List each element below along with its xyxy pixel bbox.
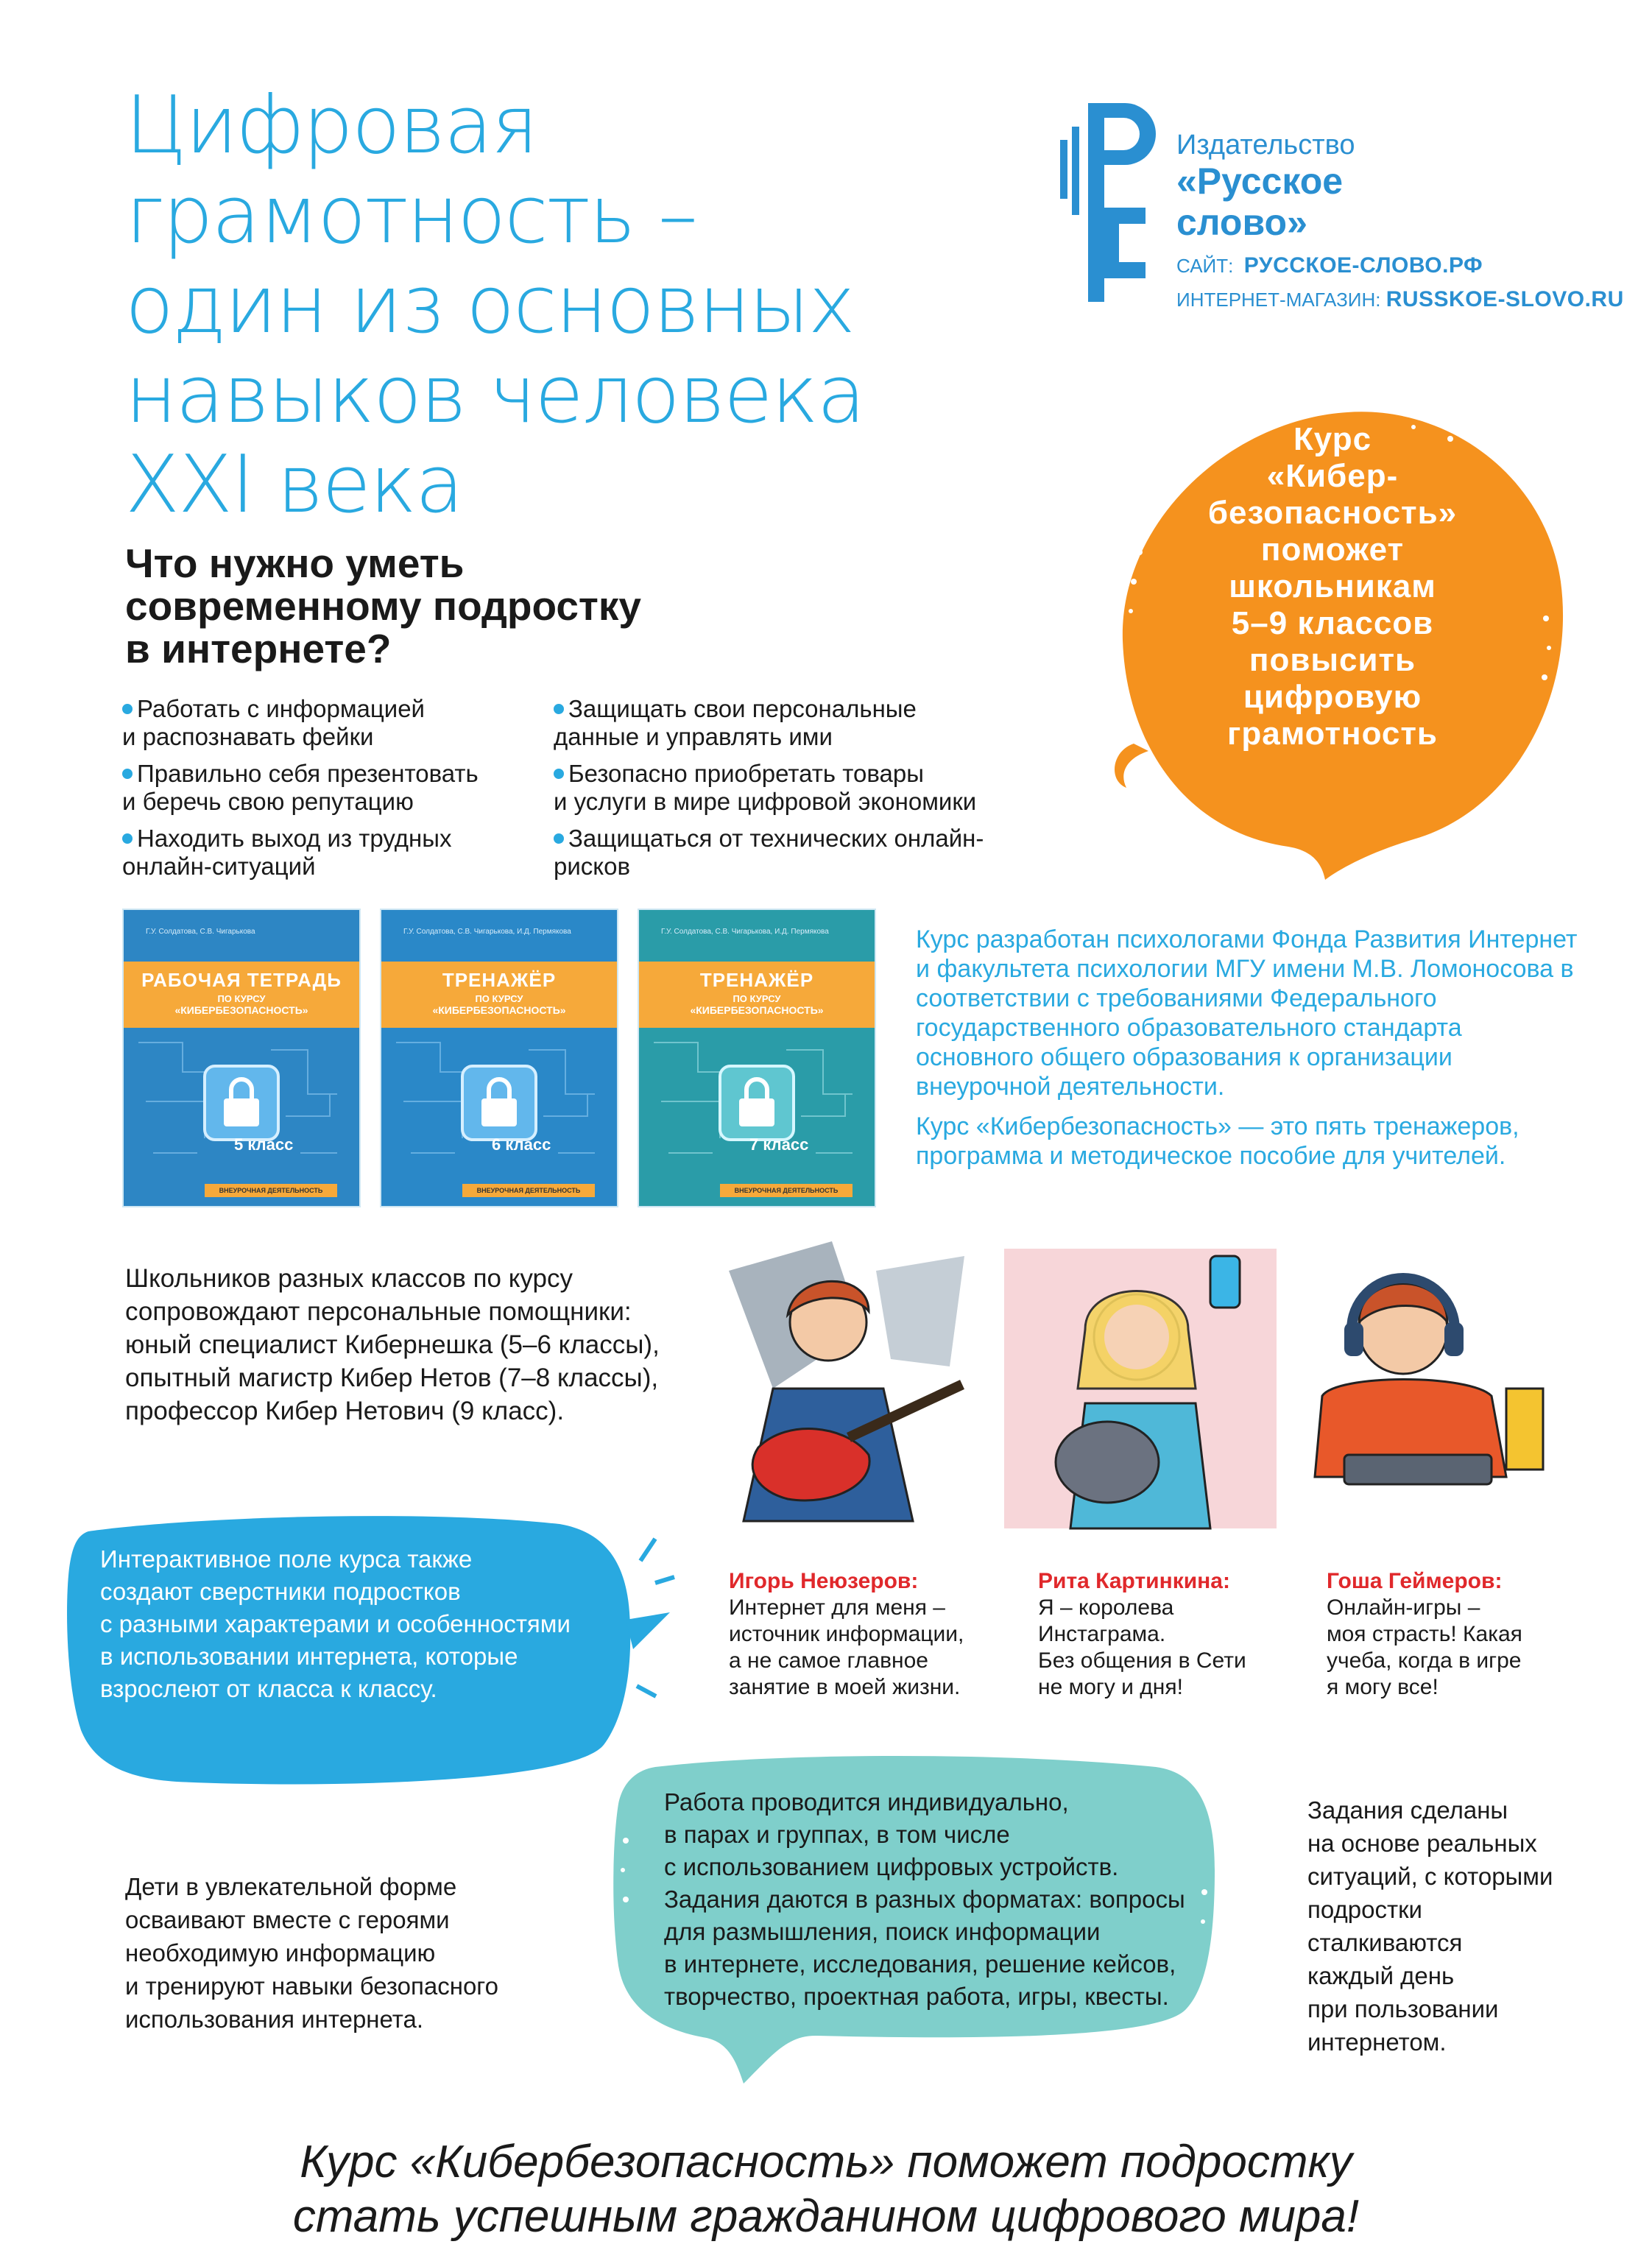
course-description xyxy=(916,925,1578,1181)
bullet-icon xyxy=(122,704,133,714)
publisher-logo-icon xyxy=(1057,97,1168,311)
learning-line: необходимую информацию xyxy=(125,1939,436,1967)
orange-bubble-text xyxy=(1156,421,1509,752)
skill-item: Правильно себя презентовать и беречь свою репутацию xyxy=(122,760,479,815)
orange-line: грамотность xyxy=(1227,716,1438,752)
quote-line: источник информации, xyxy=(729,1622,964,1646)
tasks-line: интернетом. xyxy=(1307,2028,1447,2056)
quote-line: Я – королева xyxy=(1038,1595,1174,1620)
learning-line: и тренируют навыки безопасного xyxy=(125,1972,498,2000)
orange-line: безопасность» xyxy=(1207,495,1458,531)
tasks-line: при пользовании xyxy=(1307,1995,1499,2022)
site-label: САЙТ: xyxy=(1176,255,1234,277)
character-name: Игорь Неюзеров: xyxy=(729,1569,919,1593)
book-series: ВНЕУРОЧНАЯ ДЕЯТЕЛЬНОСТЬ xyxy=(720,1184,853,1197)
publisher-name-line: «Русское xyxy=(1176,161,1344,202)
quote-line: а не самое главное xyxy=(729,1648,928,1673)
course-paragraph: Курс разработан психологами Фонда Развития Интернет и факультета психологии МГУ имени М.В. Ломоносова в соответствии с требованиями Федерального государственного образовательного стандарта основного общего образования к организации внеурочной деятельности. xyxy=(916,925,1578,1101)
circuit-pattern-icon xyxy=(124,910,361,1207)
helpers-line: юный специалист Кибернешка (5–6 классы), xyxy=(125,1330,660,1359)
book-title-band xyxy=(639,962,875,1028)
book-course: «КИБЕРБЕЗОПАСНОСТЬ» xyxy=(174,1004,308,1016)
learning-line: Дети в увлекательной форме xyxy=(125,1873,457,1900)
helpers-line: опытный магистр Кибер Нетов (7–8 классы), xyxy=(125,1364,659,1392)
teal-line: с использованием цифровых устройств. xyxy=(664,1853,1119,1880)
book-subtitle: ПО КУРСУ xyxy=(217,993,266,1004)
book-course: «КИБЕРБЕЗОПАСНОСТЬ» xyxy=(690,1004,824,1016)
character-name: Рита Картинкина: xyxy=(1038,1569,1230,1593)
circuit-pattern-icon xyxy=(381,910,618,1207)
publisher-name-line: слово» xyxy=(1176,202,1307,243)
skills-heading-line: современному подростку xyxy=(125,583,641,629)
book-series: ВНЕУРОЧНАЯ ДЕЯТЕЛЬНОСТЬ xyxy=(462,1184,595,1197)
tasks-line: сталкиваются xyxy=(1307,1929,1463,1956)
blue-line: взрослеют от класса к классу. xyxy=(100,1675,437,1702)
footer-slogan xyxy=(110,2135,1542,2244)
publisher-links xyxy=(1176,249,1624,317)
skills-list-left xyxy=(122,695,534,889)
page-title xyxy=(125,81,972,530)
character-quote-rita xyxy=(1038,1568,1246,1701)
orange-line: школьникам xyxy=(1229,568,1436,604)
teal-bubble-text xyxy=(664,1786,1194,2013)
book-course: «КИБЕРБЕЗОПАСНОСТЬ» xyxy=(432,1004,566,1016)
quote-line: не могу и дня! xyxy=(1038,1675,1183,1699)
book-authors: Г.У. Солдатова, С.В. Чигарькова xyxy=(146,928,255,936)
teal-line: Работа проводится индивидуально, xyxy=(664,1788,1069,1816)
tasks-line: подростки xyxy=(1307,1896,1422,1923)
character-name: Гоша Геймеров: xyxy=(1327,1569,1503,1593)
orange-line: цифровую xyxy=(1243,679,1422,715)
bullet-icon xyxy=(554,833,564,844)
shop-label: ИНТЕРНЕТ-МАГАЗИН: xyxy=(1176,289,1381,311)
title-line: навыков человека xyxy=(125,349,864,441)
teal-line: Задания даются в разных форматах: вопросы xyxy=(664,1886,1185,1913)
igor-guitar-illustration xyxy=(699,1241,986,1536)
book-title: РАБОЧАЯ ТЕТРАДЬ xyxy=(141,969,342,991)
learning-line: осваивают вместе с героями xyxy=(125,1906,450,1933)
skill-item: Находить выход из трудных онлайн-ситуаций xyxy=(122,825,452,880)
title-line: Цифровая xyxy=(125,80,537,172)
helpers-text xyxy=(125,1262,699,1428)
book-subtitle: ПО КУРСУ xyxy=(475,993,523,1004)
course-paragraph: Курс «Кибербезопасность» — это пять тренажеров, программа и методическое пособие для учителей. xyxy=(916,1112,1519,1170)
teal-line: в парах и группах, в том числе xyxy=(664,1821,1010,1848)
learning-text xyxy=(125,1870,582,2036)
helpers-line: Школьников разных классов по курсу xyxy=(125,1264,573,1293)
publisher-label: Издательство xyxy=(1176,130,1355,161)
quote-line: занятие в моей жизни. xyxy=(729,1675,961,1699)
skill-item: Защищать свои персональные данные и управлять ими xyxy=(554,695,917,750)
book-title-band xyxy=(381,962,617,1028)
blue-line: создают сверстники подростков xyxy=(100,1578,461,1605)
bullet-icon xyxy=(554,704,564,714)
teal-line: в интернете, исследования, решение кейсов, xyxy=(664,1950,1176,1978)
blue-line: с разными характерами и особенностями xyxy=(100,1610,571,1637)
learning-line: использования интернета. xyxy=(125,2006,424,2033)
blue-line: Интерактивное поле курса также xyxy=(100,1545,473,1573)
bullet-icon xyxy=(554,769,564,779)
book-grade: 7 класс xyxy=(749,1135,809,1154)
skills-heading-line: в интернете? xyxy=(125,626,392,671)
character-quote-igor xyxy=(729,1568,964,1701)
book-title: ТРЕНАЖЁР xyxy=(699,969,814,991)
publisher-name xyxy=(1176,161,1343,243)
bullet-icon xyxy=(122,833,133,844)
skill-item: Защищаться от технических онлайн- рисков xyxy=(554,825,984,880)
teal-line: для размышления, поиск информации xyxy=(664,1918,1101,1945)
orange-line: «Кибер- xyxy=(1266,458,1399,494)
tasks-text xyxy=(1307,1793,1587,2059)
quote-line: моя страсть! Какая xyxy=(1327,1622,1522,1646)
book-cover-grade-7 xyxy=(638,909,876,1207)
gosha-gamer-illustration xyxy=(1293,1241,1580,1536)
book-grade: 6 класс xyxy=(492,1135,551,1154)
quote-line: Интернет для меня – xyxy=(729,1595,945,1620)
title-line: один из основных xyxy=(125,259,854,351)
tasks-line: ситуаций, с которыми xyxy=(1307,1863,1553,1890)
title-line: грамотность – xyxy=(125,169,696,261)
quote-line: Без общения в Сети xyxy=(1038,1648,1246,1673)
blue-line: в использовании интернета, которые xyxy=(100,1643,518,1670)
skill-item: Безопасно приобретать товары и услуги в мире цифровой экономики xyxy=(554,760,977,815)
quote-line: я могу все! xyxy=(1327,1675,1439,1699)
skill-item: Работать с информацией и распознавать фейки xyxy=(122,695,425,750)
tasks-line: Задания сделаны xyxy=(1307,1796,1508,1824)
book-cover-grade-5 xyxy=(122,909,361,1207)
helpers-line: сопровождают персональные помощники: xyxy=(125,1297,632,1326)
teal-line: творчество, проектная работа, игры, квесты. xyxy=(664,1983,1169,2010)
book-authors: Г.У. Солдатова, С.В. Чигарькова, И.Д. Пермякова xyxy=(661,928,829,936)
tasks-line: каждый день xyxy=(1307,1962,1455,1989)
character-quote-gosha xyxy=(1327,1568,1522,1701)
skills-list-right xyxy=(554,695,1054,889)
book-cover-grade-6 xyxy=(380,909,618,1207)
helpers-line: профессор Кибер Нетович (9 класс). xyxy=(125,1397,565,1425)
bullet-icon xyxy=(122,769,133,779)
book-grade: 5 класс xyxy=(234,1135,294,1154)
book-series: ВНЕУРОЧНАЯ ДЕЯТЕЛЬНОСТЬ xyxy=(205,1184,337,1197)
skills-heading-line: Что нужно уметь xyxy=(125,540,465,586)
orange-line: 5–9 классов xyxy=(1231,605,1434,641)
blue-bubble-text xyxy=(100,1543,615,1705)
orange-line: поможет xyxy=(1260,532,1405,568)
book-title-band xyxy=(124,962,359,1028)
orange-line: повысить xyxy=(1249,642,1416,678)
title-line: XXI века xyxy=(125,439,463,531)
footer-line: стать успешным гражданином цифрового мира! xyxy=(292,2191,1360,2242)
rita-selfie-illustration xyxy=(997,1241,1284,1536)
skills-heading xyxy=(125,542,641,670)
quote-line: Онлайн-игры – xyxy=(1327,1595,1480,1620)
footer-line: Курс «Кибербезопасность» поможет подростку xyxy=(300,2137,1352,2187)
book-subtitle: ПО КУРСУ xyxy=(733,993,781,1004)
orange-line: Курс xyxy=(1293,421,1372,457)
book-authors: Г.У. Солдатова, С.В. Чигарькова, И.Д. Пермякова xyxy=(403,928,571,936)
shop-link[interactable]: RUSSKOE-SLOVO.RU xyxy=(1386,287,1624,311)
book-title: ТРЕНАЖЁР xyxy=(442,969,557,991)
quote-line: учеба, когда в игре xyxy=(1327,1648,1522,1673)
quote-line: Инстаграма. xyxy=(1038,1622,1166,1646)
tasks-line: на основе реальных xyxy=(1307,1830,1537,1857)
circuit-pattern-icon xyxy=(639,910,876,1207)
site-link[interactable]: РУССКОЕ-СЛОВО.РФ xyxy=(1243,253,1483,278)
